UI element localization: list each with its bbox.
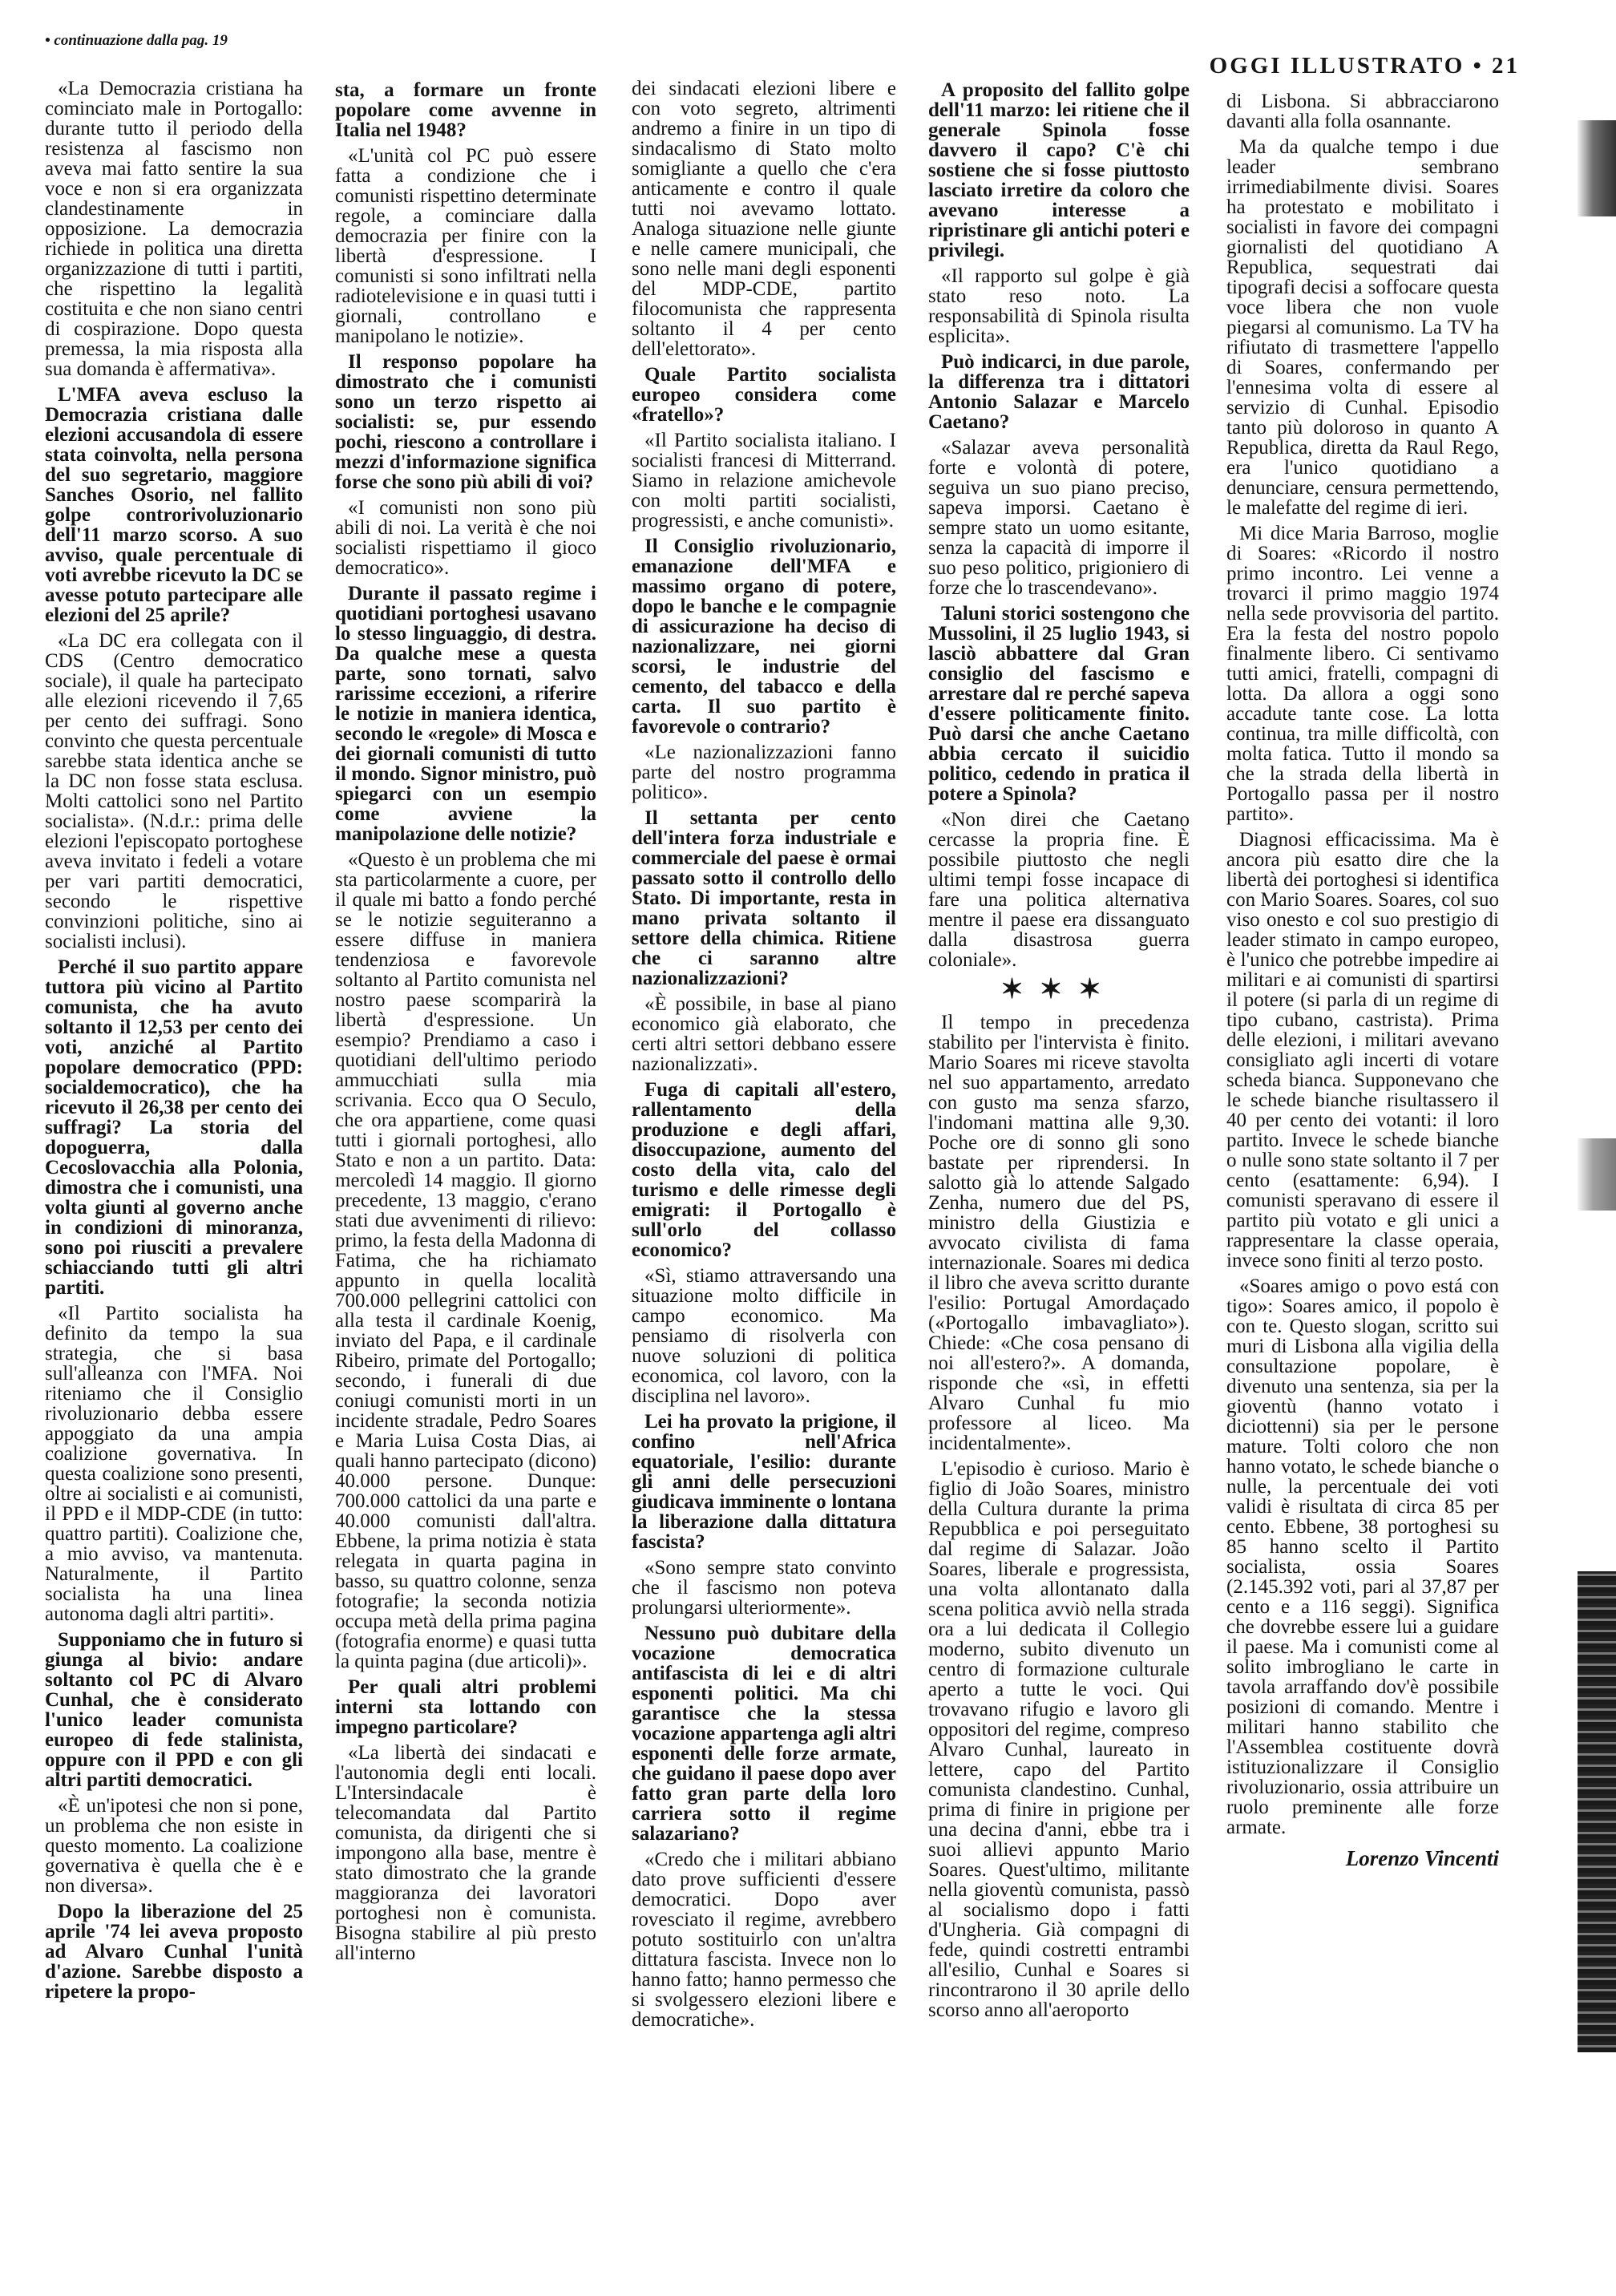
page-masthead: OGGI ILLUSTRATO • 21 (1209, 53, 1520, 79)
author-signature: Lorenzo Vincenti (1345, 1846, 1499, 1869)
section-divider-stars: ✶✶✶ (1000, 975, 1117, 1004)
interview-paragraph: «La Democrazia cristiana ha cominciato male in Portogallo: durante tutto il periodo della resistenza al fascismo non aveva mai fatto sentire la sua voce e non si era organizzata clandestinamente in opposizione. La democrazia richiede in politica una diretta organizzazione di tutti i partiti, che rispettino la legalità costituita e che non siano centri di cospirazione. Dopo questa premessa, la mia risposta alla sua domanda è affermativa». (45, 79, 303, 380)
interview-question: Per quali altri problemi interni sta lottando con impegno particolare? (335, 1676, 596, 1738)
interview-paragraph: «Il Partito socialista italiano. I socialisti francesi di Mitterrand. Siamo in relazione amichevole con molti partiti socialisti, progressisti, e anche comunisti». (632, 430, 896, 532)
adjacent-page-edge (1578, 1138, 1616, 1211)
article-column-2 (335, 80, 596, 1969)
interview-paragraph: Diagnosi efficacissima. Ma è ancora più esatto dire che la libertà dei portoghesi si identifica con Mario Soares. Soares, col suo viso onesto e col suo prestigio di leader stimato in campo europeo, è l'unico che potrebbe impedire ai militari e ai comunisti di spartirsi il potere (si parla di un regime di tipo cubano, castrista). Prima delle elezioni, i militari avevano consigliato agli incerti di votare scheda bianca. Supponevano che le schede bianche risultassero il 40 per cento dei votanti: il loro partito. Invece le schede bianche o nulle sono state soltanto il 7 per cento (esattamente: 6,94). I comunisti speravano di essere il partito più votato e gli unici a rappresentare la classe operaia, invece sono finiti al terzo posto. (1226, 829, 1499, 1271)
interview-question: Fuga di capitali all'estero, rallentamento della produzione e degli affari, disoccupazione, aumento del costo della vita, calo del turismo e delle rimesse degli emigrati: il Portogallo è sull'orlo del collasso economico? (632, 1079, 896, 1261)
article-column-3 (632, 79, 896, 2035)
interview-paragraph: Il tempo in precedenza stabilito per l'intervista è finito. Mario Soares mi riceve stavolta nel suo appartamento, arredato con gusto ma senza sfarzo, l'indomani mattina alle 9,30. Poche ore di sonno gli sono bastate per riprendersi. In salotto già lo attende Salgado Zenha, numero due del PS, ministro della Giustizia e avvocato civilista di fama internazionale. Soares mi dedica il libro che aveva scritto durante l'esilio: Portugal Amordaçado («Portogallo imbavagliato»). Chiede: «Che cosa pensano di noi all'estero?». A domanda, risponde che «sì, in effetti Alvaro Cunhal fu mio professore al liceo. Ma incidentalmente». (928, 1012, 1190, 1454)
interview-paragraph: «I comunisti non sono più abili di noi. La verità è che noi socialisti rispettiamo il gioco democratico». (335, 497, 596, 579)
interview-question: Perché il suo partito appare tuttora più vicino al Partito comunista, che ha avuto soltanto il 12,53 per cento dei voti, anziché al Partito popolare democratico (PPD: socialdemocratico), che ha ricevuto il 26,38 per cento dei suffragi? La storia del dopoguerra, dalla Cecoslovacchia alla Polonia, dimostra che i comunisti, una volta giunti al governo anche in condizioni di minoranza, sono poi riusciti a prevalere schiacciando tutti gli altri partiti. (45, 956, 303, 1299)
interview-question: Lei ha provato la prigione, il confino nell'Africa equatoriale, l'esilio: durante gli anni delle persecuzioni giudicava imminente o lontana la liberazione dalla dittatura fascista? (632, 1411, 896, 1553)
interview-paragraph: «L'unità col PC può essere fatta a condizione che i comunisti rispettino determinate regole, a cominciare dalla democrazia per finire con la libertà d'espressione. I comunisti si sono infiltrati nella radiotelevisione e in quasi tutti i giornali, controllano e manipolano le notizie». (335, 145, 596, 347)
interview-question: Il responso popolare ha dimostrato che i comunisti sono un terzo rispetto ai socialisti: se, pur essendo pochi, riescono a controllare i mezzi d'informazione significa forse che sono più abili di voi? (335, 351, 596, 493)
interview-question: Supponiamo che in futuro si giunga al bivio: andare soltanto col PC di Alvaro Cunhal, che è considerato l'unico leader comunista europeo di fede stalinista, oppure con il PPD e con gli altri partiti democratici. (45, 1629, 303, 1791)
interview-paragraph: «Il rapporto sul golpe è già stato reso noto. La responsabilità di Spinola risulta esplicita». (928, 265, 1190, 347)
interview-question: Quale Partito socialista europeo considera come «fratello»? (632, 364, 896, 426)
interview-paragraph: «Le nazionalizzazioni fanno parte del nostro programma politico». (632, 742, 896, 803)
interview-paragraph: Mi dice Maria Barroso, moglie di Soares: «Ricordo il nostro primo incontro. Lei venne a trovarci il primo maggio 1974 nella sede provvisoria del partito. Era la festa del nostro popolo finalmente libero. Ci sentivamo tutti amici, fratelli, compagni di lotta. Da allora a oggi sono accadute tante cose. La lotta continua, tra mille difficoltà, con molta fatica. Tutto il mondo sa che la strada della libertà in Portogallo passa per il nostro partito». (1226, 523, 1499, 825)
continuation-note: • continuazione dalla pag. 19 (45, 32, 228, 49)
interview-paragraph: «Sì, stiamo attraversando una situazione molto difficile in campo economico. Ma pensiamo di risolverla con nuove soluzioni di politica economica, col lavoro, con la disciplina nel lavoro». (632, 1265, 896, 1407)
interview-question: Può indicarci, in due parole, la differenza tra i dittatori Antonio Salazar e Marcelo Caetano? (928, 351, 1190, 433)
interview-paragraph: «Soares amigo o povo está con tigo»: Soares amico, il popolo è con te. Questo slogan, scritto sui muri di Lisbona alla vigilia della consultazione popolare, è divenuto una sentenza, sia per la gioventù (hanno votato i diciottenni) sia per le persone mature. Tolti coloro che non hanno votato, le schede bianche o nulle, la percentuale dei voti validi è risultata di circa 85 per cento. Ebbene, 38 portoghesi su 85 hanno scelto il Partito socialista, ossia Soares (2.145.392 voti, pari al 37,87 per cento e a 116 seggi). Significa che dovrebbe essere lui a guidare il paese. Ma i comunisti come al solito imbrogliano le carte in tavola arraffando dov'è possibile posizioni di comando. Mentre i militari hanno stabilito che l'Assemblea costituente dovrà istituzionalizzare il Consiglio rivoluzionario, ossia attribuire un ruolo preminente alle forze armate. (1226, 1275, 1499, 1838)
interview-question: Taluni storici sostengono che Mussolini, il 25 luglio 1943, si lasciò abbattere dal Gran consiglio del fascismo e arrestare dal re perché sapeva d'essere politicamente finito. Può darsi che anche Caetano abbia cercato il suicidio politico, cedendo in pratica il potere a Spinola? (928, 603, 1190, 805)
interview-paragraph: «Il Partito socialista ha definito da tempo la sua strategia, che si basa sull'alleanza con l'MFA. Noi riteniamo che il Consiglio rivoluzionario debba essere appoggiato da una ampia coalizione governativa. In questa coalizione sono presenti, oltre ai socialisti e ai comunisti, il PPD e il MDP-CDE (in tutto: quattro partiti). Coalizione che, a mio avviso, va mantenuta. Naturalmente, il Partito socialista ha una linea autonoma dagli altri partiti». (45, 1303, 303, 1625)
interview-question: Il settanta per cento dell'intera forza industriale e commerciale del paese è ormai passato sotto il controllo dello Stato. Di importante, resta in mano privata soltanto il settore della chimica. Ritiene che ci saranno altre nazionalizzazioni? (632, 807, 896, 989)
interview-paragraph: «Sono sempre stato convinto che il fascismo non poteva prolungarsi ulteriormente». (632, 1557, 896, 1619)
interview-paragraph: «È un'ipotesi che non si pone, un problema che non esiste in questo momento. La coalizione governativa è quella che è e non diversa». (45, 1795, 303, 1897)
interview-question: Durante il passato regime i quotidiani portoghesi usavano lo stesso linguaggio, di destra. Da qualche mese a questa parte, sono tornati, salvo rarissime eccezioni, a riferire le notizie in maniera identica, secondo le «regole» di Mosca e dei giornali comunisti di tutto il mondo. Signor ministro, può spiegarci con un esempio come avviene la manipolazione delle notizie? (335, 583, 596, 845)
interview-paragraph: L'episodio è curioso. Mario è figlio di João Soares, ministro della Cultura durante la prima Repubblica e poi perseguitato dal regime di Salazar. João Soares, liberale e progressista, una volta allontanato dalla scena politica avviò nella strada ora a lui dedicata il Collegio moderno, subito divenuto un centro di formazione culturale aperto a tutte le voci. Qui trovavano rifugio e lavoro gli oppositori del regime, compreso Alvaro Cunhal, laureato in lettere, capo del Partito comunista clandestino. Cunhal, prima di finire in prigione per una decina d'anni, ebbe tra i suoi allievi appunto Mario Soares. Quest'ultimo, militante nella gioventù comunista, passò al socialismo dopo i fatti d'Ungheria. Già compagni di fede, quindi costretti entrambi all'esilio, Cunhal e Soares si rincontrarono il 30 aprile dello scorso anno all'aeroporto (928, 1458, 1190, 2021)
article-column-5 (1226, 91, 1499, 1869)
interview-question: L'MFA aveva escluso la Democrazia cristiana dalle elezioni accusandola di essere stata coinvolta, nella persona del suo segretario, maggiore Sanches Osorio, nel fallito golpe controrivoluzionario dell'11 marzo scorso. A suo avviso, quale percentuale di voti avrebbe ricevuto la DC se avesse potuto partecipare alle elezioni del 25 aprile? (45, 384, 303, 626)
interview-paragraph: «Questo è un problema che mi sta particolarmente a cuore, per il quale mi batto a fondo perché se le notizie seguiteranno a essere diffuse in maniera tendenziosa e favorevole soltanto al Partito comunista nel nostro paese scomparirà la libertà d'espressione. Un esempio? Prendiamo a caso i quotidiani dell'ultimo periodo ammucchiati sulla mia scrivania. Ecco qua O Seculo, che ora appartiene, come quasi tutti i giornali portoghesi, allo Stato e non a un partito. Data: mercoledì 14 maggio. Il giorno precedente, 13 maggio, c'erano stati due avvenimenti di rilievo: primo, la festa della Madonna di Fatima, che ha richiamato appunto in quella località 700.000 pellegrini cattolici con alla testa il cardinale Koenig, inviato del Papa, e il cardinale Ribeiro, primate del Portogallo; secondo, i funerali di due coniugi comunisti morti in un incidente stradale, Pedro Soares e Maria Luisa Costa Dias, ai quali hanno partecipato (dicono) 40.000 persone. Dunque: 700.000 cattolici da una parte e 40.000 comunisti dall'altra. Ebbene, la prima notizia è stata relegata in quarta pagina in basso, su quattro colonne, senza fotografie; la seconda notizia occupa metà della prima pagina (fotografia enorme) e quasi tutta la quinta pagina (due articoli)». (335, 849, 596, 1672)
interview-question: Dopo la liberazione del 25 aprile '74 lei aveva proposto ad Alvaro Cunhal l'unità d'azione. Sarebbe disposto a ripetere la propo- (45, 1901, 303, 2003)
interview-question: Il Consiglio rivoluzionario, emanazione dell'MFA e massimo organo di potere, dopo le banche e le compagnie di assicurazione ha deciso di nazionalizzare, nei giorni scorsi, le industrie del cemento, del tabacco e della carta. Il suo partito è favorevole o contrario? (632, 536, 896, 738)
interview-paragraph: «La DC era collegata con il CDS (Centro democratico sociale), il quale ha partecipato alle elezioni ricevendo il 7,65 per cento dei suffragi. Sono convinto che questa percentuale sarebbe stata identica anche se la DC non fosse stata esclusa. Molti cattolici sono nel Partito socialista». (N.d.r.: prima delle elezioni l'episcopato portoghese aveva invitato i fedeli a votare per vari partiti democratici, secondo le rispettive convinzioni politiche, sino ai socialisti inclusi). (45, 630, 303, 952)
interview-question: A proposito del fallito golpe dell'11 marzo: lei ritiene che il generale Spinola fosse davvero il capo? C'è chi sostiene che si fosse piuttosto lasciato irretire da coloro che avevano interesse a ripristinare gli antichi poteri e privilegi. (928, 80, 1190, 261)
interview-paragraph: «Credo che i militari abbiano dato prove sufficienti d'essere democratici. Dopo aver rovesciato il regime, avrebbero potuto sostituirlo con un'altra dittatura fascista. Invece non lo hanno fatto; hanno permesso che si svolgessero elezioni libere e democratiche». (632, 1849, 896, 2031)
interview-question: sta, a formare un fronte popolare come avvenne in Italia nel 1948? (335, 80, 596, 141)
adjacent-page-edge (1578, 120, 1616, 216)
interview-paragraph: di Lisbona. Si abbracciarono davanti alla folla osannante. (1226, 91, 1499, 132)
interview-paragraph: «Salazar aveva personalità forte e volontà di potere, seguiva un suo piano preciso, sapeva imporsi. Caetano è sempre stato un uomo esitante, senza la capacità di imporre il suo peso politico, prigioniero di forze che lo trascendevano». (928, 437, 1190, 599)
interview-paragraph: «Non direi che Caetano cercasse la propria fine. È possibile piuttosto che negli ultimi tempi fosse incapace di fare una politica alternativa mentre il paese era dissanguato dalla disastrosa guerra coloniale». (928, 809, 1190, 971)
article-column-4 (928, 80, 1190, 2026)
interview-question: Nessuno può dubitare della vocazione democratica antifascista di lei e di altri esponenti politici. Ma chi garantisce che la stessa vocazione appartenga agli altri esponenti delle forze armate, che guidano il paese dopo aver fatto gran parte della loro carriera sotto il regime salazariano? (632, 1623, 896, 1845)
interview-paragraph: dei sindacati elezioni libere e con voto segreto, altrimenti andremo a finire in un tipo di sindacalismo di Stato molto somigliante a quello che c'era anticamente e contro il quale tutti noi avevamo lottato. Analoga situazione nelle giunte e nelle camere municipali, che sono nelle mani degli esponenti del MDP-CDE, partito filocomunista che rappresenta soltanto il 4 per cento dell'elettorato». (632, 79, 896, 360)
interview-paragraph: «La libertà dei sindacati e l'autonomia degli enti locali. L'Intersindacale è telecomandata dal Partito comunista, da dirigenti che si impongono alla base, mentre è stato dimostrato che la grande maggioranza dei lavoratori portoghesi non è comunista. Bisogna stabilire al più presto all'interno (335, 1742, 596, 1964)
adjacent-page-photo-edge (1578, 1571, 1616, 2052)
interview-paragraph: Ma da qualche tempo i due leader sembrano irrimediabilmente divisi. Soares ha protestato e mobilitato i socialisti in favore dei compagni giornalisti del quotidiano A Republica, sequestrati dai tipografi decisi a soffocare questa voce libera che non vuole piegarsi al comunismo. La TV ha rifiutato di trasmettere l'appello di Soares, confermando per l'ennesima volta di essere al servizio di Cunhal. Episodio tanto più doloroso in quanto A Republica, diretta da Raul Rego, era l'unico quotidiano a denunciare, censura permettendo, le malefatte del regime di ieri. (1226, 136, 1499, 519)
interview-paragraph: «È possibile, in base al piano economico già elaborato, che certi altri settori debbano essere nazionalizzati». (632, 993, 896, 1075)
article-column-1 (45, 79, 303, 2007)
